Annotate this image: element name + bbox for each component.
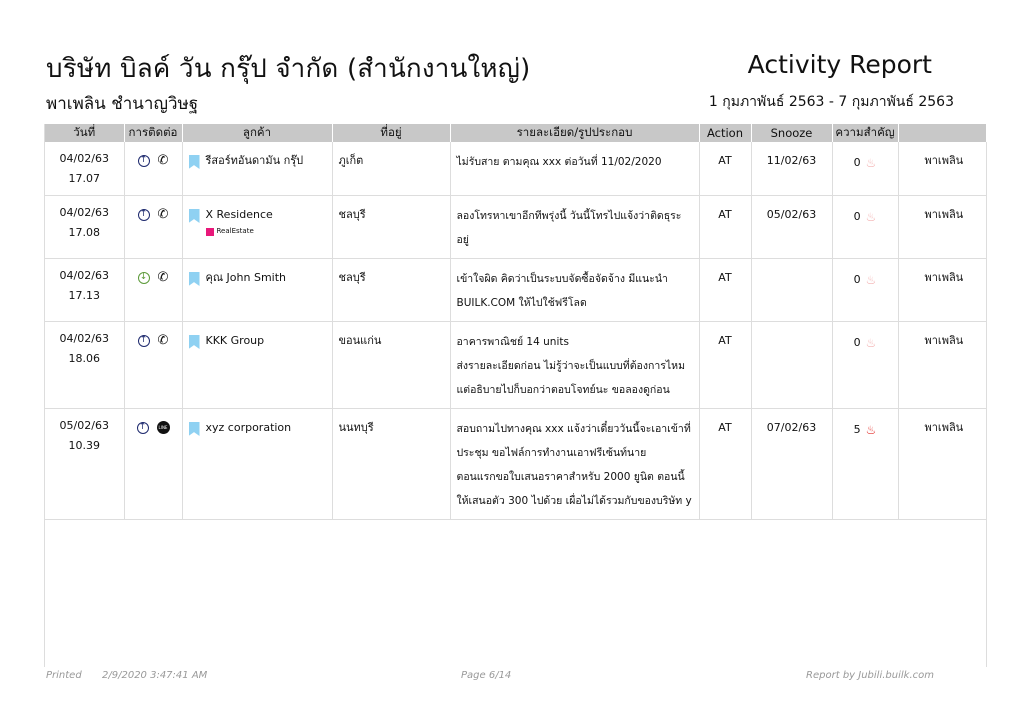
detail-cell: [450, 142, 699, 196]
detail-line: ลองโทรหาเขาอีกทีพรุ่งนี้ วันนี้โทรไปแจ้งว่าติดธุระอยู่: [456, 210, 682, 246]
report-title: Activity Report: [747, 50, 932, 79]
date-cell: [45, 196, 124, 259]
owner-cell: พาเพลิน: [898, 259, 986, 322]
importance-value: 0: [853, 273, 861, 286]
snooze-cell: 05/02/63: [751, 196, 832, 259]
bookmark-icon: [189, 209, 200, 223]
importance-cell: [832, 259, 898, 322]
location-cell: นนทบุรี: [332, 409, 450, 520]
row-time: 17.08: [68, 226, 100, 239]
col-header-snooze[interactable]: Snooze: [751, 124, 832, 142]
location-cell: ภูเก็ต: [332, 142, 450, 196]
location-cell: ขอนแก่น: [332, 322, 450, 409]
incoming-arrow-icon: ↓: [138, 272, 150, 284]
col-header-location[interactable]: ที่อยู่: [332, 124, 450, 142]
contact-cell: [124, 322, 182, 409]
detail-cell: [450, 322, 699, 409]
col-header-contact[interactable]: การติดต่อ: [124, 124, 182, 142]
importance-cell: [832, 409, 898, 520]
contact-cell: [124, 142, 182, 196]
row-time: 10.39: [68, 439, 100, 452]
detail-line: ให้เสนอตัว 300 ไปด้วย เผื่อไม่ได้รวมกับของบริษัท y: [456, 495, 692, 507]
customer-name[interactable]: X Residence: [205, 208, 273, 221]
table-row[interactable]: [45, 196, 986, 259]
row-date: 04/02/63: [59, 152, 109, 165]
outgoing-arrow-icon: ↑: [138, 155, 150, 167]
col-header-date[interactable]: วันที่: [45, 124, 124, 142]
detail-cell: [450, 259, 699, 322]
table-row[interactable]: [45, 259, 986, 322]
action-cell: AT: [699, 142, 751, 196]
importance-value: 0: [853, 210, 861, 223]
activity-table-container: [44, 124, 987, 667]
row-date: 05/02/63: [59, 419, 109, 432]
phone-icon: ✆: [157, 270, 169, 285]
table-row[interactable]: [45, 409, 986, 520]
customer-cell[interactable]: [182, 409, 332, 520]
footer-page-number: Page 6/14: [461, 670, 512, 681]
company-name: บริษัท บิลค์ วัน กรุ๊ป จำกัด (สำนักงานใหญ่): [46, 54, 531, 84]
customer-tag: [206, 227, 273, 236]
row-date: 04/02/63: [59, 206, 109, 219]
table-header-row: [45, 124, 986, 142]
snooze-cell: 07/02/63: [751, 409, 832, 520]
row-date: 04/02/63: [59, 269, 109, 282]
snooze-cell: [751, 322, 832, 409]
outgoing-arrow-icon: ↑: [138, 335, 150, 347]
tag-label: RealEstate: [216, 227, 254, 235]
customer-name[interactable]: KKK Group: [205, 334, 265, 347]
detail-line: ไม่รับสาย ตามคุณ xxx ต่อวันที่ 11/02/2020: [456, 156, 662, 168]
action-cell: AT: [699, 322, 751, 409]
snooze-cell: [751, 259, 832, 322]
col-header-owner: [898, 124, 986, 142]
phone-icon: ✆: [157, 153, 169, 168]
importance-value: 5: [853, 423, 861, 436]
flame-icon: ♨: [865, 336, 877, 350]
location-cell: ชลบุรี: [332, 196, 450, 259]
phone-icon: ✆: [157, 207, 169, 222]
row-date: 04/02/63: [59, 332, 109, 345]
owner-cell: พาเพลิน: [898, 142, 986, 196]
owner-cell: พาเพลิน: [898, 196, 986, 259]
action-cell: AT: [699, 196, 751, 259]
outgoing-arrow-icon: ↑: [138, 209, 150, 221]
owner-cell: พาเพลิน: [898, 409, 986, 520]
row-time: 17.13: [68, 289, 100, 302]
customer-name[interactable]: คุณ John Smith: [205, 271, 287, 284]
footer-credit: Report by Jubili.builk.com: [806, 670, 934, 681]
customer-name[interactable]: xyz corporation: [205, 421, 292, 434]
footer-printed-time: 2/9/2020 3:47:41 AM: [102, 670, 208, 681]
importance-cell: [832, 142, 898, 196]
detail-line: BUILK.COM ให้ไปใช้ฟรีโลด: [456, 297, 587, 309]
date-cell: [45, 142, 124, 196]
contact-cell: [124, 196, 182, 259]
customer-cell[interactable]: [182, 142, 332, 196]
detail-cell: [450, 196, 699, 259]
customer-cell[interactable]: [182, 259, 332, 322]
contact-cell: [124, 259, 182, 322]
col-header-action[interactable]: Action: [699, 124, 751, 142]
customer-cell[interactable]: [182, 322, 332, 409]
flame-icon: ♨: [865, 210, 877, 224]
flame-icon: ♨: [865, 273, 877, 287]
activity-table: [45, 124, 987, 520]
date-cell: [45, 409, 124, 520]
col-header-detail[interactable]: รายละเอียด/รูปประกอบ: [450, 124, 699, 142]
owner-cell: พาเพลิน: [898, 322, 986, 409]
bookmark-icon: [189, 155, 200, 169]
date-cell: [45, 322, 124, 409]
flame-icon: ♨: [865, 156, 877, 170]
action-cell: AT: [699, 409, 751, 520]
action-cell: AT: [699, 259, 751, 322]
footer-printed-label: Printed: [46, 670, 82, 681]
detail-line: เข้าใจผิด คิดว่าเป็นระบบจัดซื้อจัดจ้าง มีแนะนำ: [456, 273, 668, 285]
bookmark-icon: [189, 335, 200, 349]
importance-cell: [832, 196, 898, 259]
contact-cell: [124, 409, 182, 520]
detail-line: ประชุม ขอไฟล์การทำงานเอาฟรีเซ้นท์นาย: [456, 447, 647, 459]
customer-cell[interactable]: [182, 196, 332, 259]
phone-icon: ✆: [157, 333, 169, 348]
detail-line: สอบถามไปทางคุณ xxx แจ้งว่าเดี๋ยววันนี้จะเอาเข้าที่: [456, 423, 691, 435]
row-time: 18.06: [68, 352, 100, 365]
table-row[interactable]: [45, 142, 986, 196]
table-row[interactable]: [45, 322, 986, 409]
col-header-importance[interactable]: ความสำคัญ: [832, 124, 898, 142]
detail-line: อาคารพาณิชย์ 14 units: [456, 336, 569, 348]
detail-line: ตอนแรกขอใบเสนอราคาสำหรับ 2000 ยูนิต ตอนนี้: [456, 471, 685, 483]
importance-cell: [832, 322, 898, 409]
detail-line: ส่งรายละเอียดก่อน ไม่รู้ว่าจะเป็นแบบที่ต้องการไหม: [456, 360, 685, 372]
bookmark-icon: [189, 272, 200, 286]
location-cell: ชลบุรี: [332, 259, 450, 322]
customer-name[interactable]: รีสอร์ทอันดามัน กรุ๊ป: [205, 154, 304, 167]
outgoing-arrow-icon: ↑: [137, 422, 149, 434]
detail-cell: [450, 409, 699, 520]
person-name: พาเพลิน ชำนาญวิษฐ: [46, 94, 199, 114]
line-icon: LINE: [157, 421, 170, 434]
importance-value: 0: [853, 156, 861, 169]
col-header-customer[interactable]: ลูกค้า: [182, 124, 332, 142]
importance-value: 0: [853, 336, 861, 349]
detail-line: แต่อธิบายไปก็บอกว่าตอบโจทย์นะ ขอลองดูก่อน: [456, 384, 670, 396]
date-range: 1 กุมภาพันธ์ 2563 - 7 กุมภาพันธ์ 2563: [708, 94, 954, 110]
snooze-cell: 11/02/63: [751, 142, 832, 196]
row-time: 17.07: [68, 172, 100, 185]
flame-icon: ♨: [865, 423, 877, 437]
date-cell: [45, 259, 124, 322]
bookmark-icon: [189, 422, 200, 436]
tag-color-swatch: [206, 228, 214, 236]
